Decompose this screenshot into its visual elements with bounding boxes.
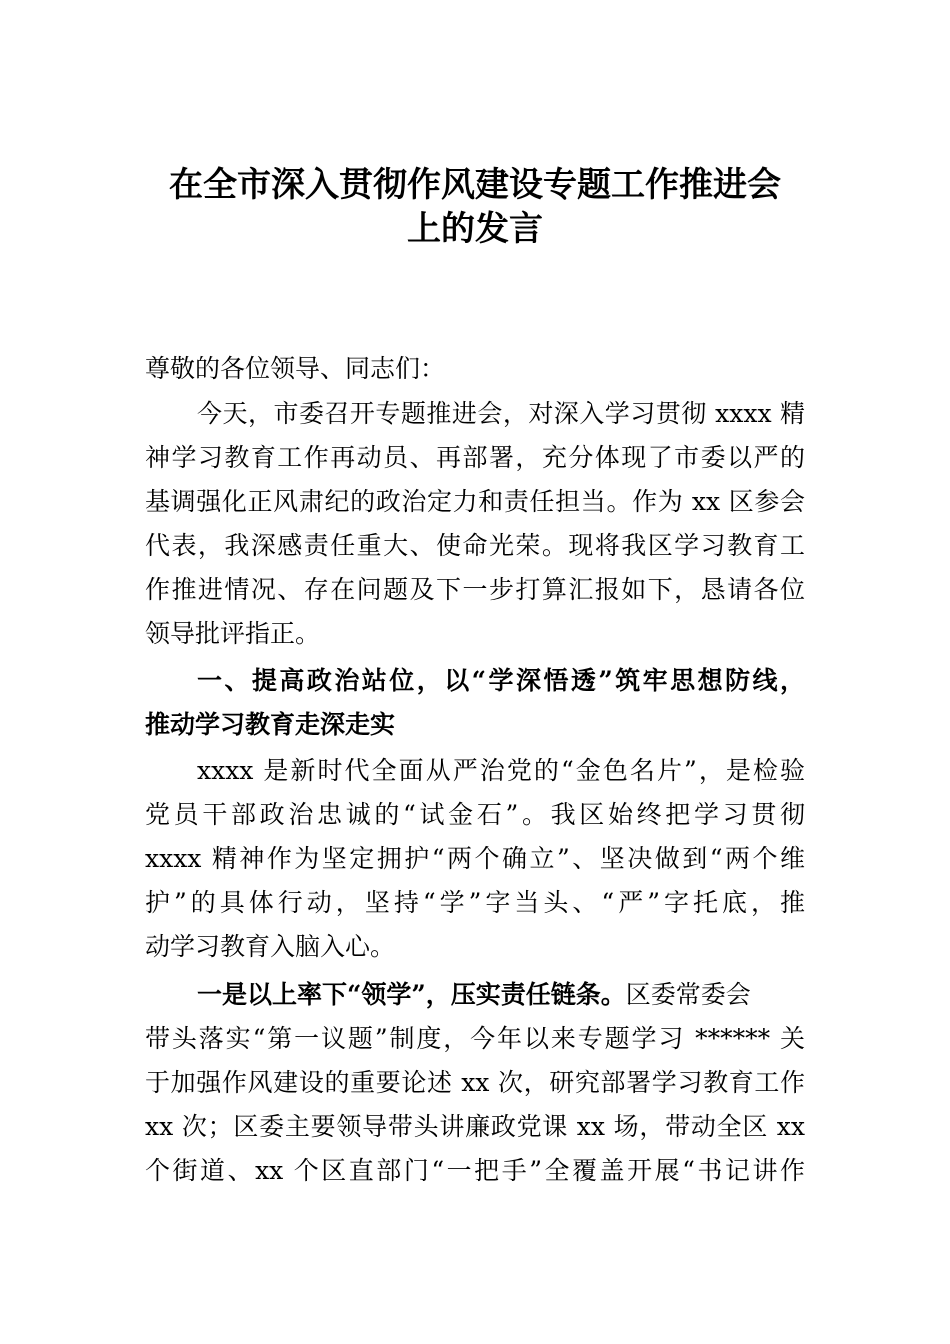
text-line: xxxx 精神作为坚定拥护“两个确立”、坚决做到“两个维 — [145, 844, 805, 873]
text-line — [145, 973, 805, 1017]
text-line: 护”的具体行动，坚持“学”字当头、“严”字托底，推 — [145, 888, 805, 917]
text-line: 个街道、xx 个区直部门“一把手”全覆盖开展“书记讲作 — [145, 1156, 805, 1185]
text-line: xxxx 是新时代全面从严治党的“金色名片”，是检验 — [197, 756, 805, 785]
text-line: 于加强作风建设的重要论述 xx 次，研究部署学习教育工作 — [145, 1068, 805, 1097]
document-title-line-2: 上的发言 — [407, 209, 543, 249]
point-lead-bold: 一是以上率下“领学”，压实责任链条。 — [197, 980, 626, 1009]
point-lead-rest: 区委常委会 — [625, 980, 751, 1009]
heading-line: 一、提高政治站位，以“学深悟透”筑牢思想防线， — [197, 666, 805, 695]
text-line: 基调强化正风肃纪的政治定力和责任担当。作为 xx 区参会 — [145, 487, 805, 516]
text-line: xx 次；区委主要领导带头讲廉政党课 xx 场，带动全区 xx — [145, 1112, 805, 1141]
text-line: 带头落实“第一议题”制度，今年以来专题学习 ****** 关 — [145, 1024, 805, 1053]
text-line: 神学习教育工作再动员、再部署，充分体现了市委以严的 — [145, 443, 805, 472]
text-line: 作推进情况、存在问题及下一步打算汇报如下，恳请各位 — [145, 575, 805, 604]
text-line: 今天，市委召开专题推进会，对深入学习贯彻 xxxx 精 — [197, 399, 805, 428]
heading-line: 推动学习教育走深走实 — [145, 710, 396, 739]
text-line: 党员干部政治忠诚的“试金石”。我区始终把学习贯彻 — [145, 800, 805, 829]
text-line: 代表，我深感责任重大、使命光荣。现将我区学习教育工 — [145, 531, 805, 560]
text-line: 领导批评指正。 — [145, 619, 321, 648]
text-line: 动学习教育入脑入心。 — [145, 932, 396, 961]
document-title-line-1: 在全市深入贯彻作风建设专题工作推进会 — [169, 165, 781, 205]
greeting: 尊敬的各位领导、同志们： — [145, 354, 446, 383]
